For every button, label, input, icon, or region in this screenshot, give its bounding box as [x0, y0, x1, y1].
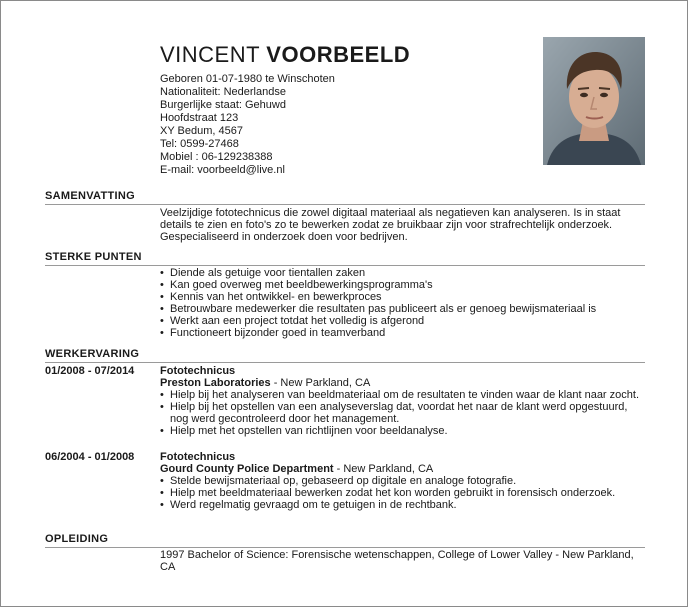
job-1 [160, 365, 645, 437]
last-name: VOORBEELD [266, 42, 411, 67]
nationality: Nationaliteit: Nederlandse [160, 86, 286, 98]
mobile: Mobiel : 06-129238388 [160, 151, 273, 163]
email: E-mail: voorbeeld@live.nl [160, 164, 285, 176]
summary-divider [45, 204, 645, 205]
list-item: • Betrouwbare medewerker die resultaten pas publiceert als er genoeg bewijsmateriaal is [160, 303, 645, 315]
list-item: • Hielp met beeldmateriaal bewerken zodat het kon worden gebruikt in forensisch onderzoek. [160, 487, 645, 499]
education-heading: OPLEIDING [45, 533, 109, 545]
job-1-employer [160, 377, 645, 389]
list-item: • Stelde bewijsmateriaal op, gebaseerd op digitale en analoge fotografie. [160, 475, 645, 487]
strengths-list [160, 267, 645, 339]
list-item: • Kennis van het ontwikkel- en bewerkproces [160, 291, 645, 303]
job-2-location: - New Parkland, CA [333, 463, 434, 475]
phone: Tel: 0599-27468 [160, 138, 239, 150]
education-text: 1997 Bachelor of Science: Forensische wetenschappen, College of Lower Valley - New Parkland, CA [160, 549, 634, 573]
experience-divider [45, 362, 645, 363]
list-item: • Werkt aan een project totdat het volledig is afgerond [160, 315, 645, 327]
summary-text: Veelzijdige fototechnicus die zowel digitaal materiaal als negatieven kan analyseren. Is in staat details te zien en foto's zo te bewerken zodat ze bruikbaar zijn voor strafrechtelijk onderzoek. Gespecialiseerd in onderzoek doen voor bedrijven. [160, 207, 621, 243]
list-item: • Hielp met het opstellen van richtlijnen voor beeldanalyse. [160, 425, 645, 437]
job-2-role: Fototechnicus [160, 451, 236, 463]
summary-heading: SAMENVATTING [45, 190, 135, 202]
experience-heading: WERKERVARING [45, 348, 140, 360]
birth-info: Geboren 01-07-1980 te Winschoten [160, 73, 335, 85]
strengths-divider [45, 265, 645, 266]
resume-header [160, 41, 530, 177]
job-1-role: Fototechnicus [160, 365, 236, 377]
job-2 [160, 451, 645, 511]
job-2-dates: 06/2004 - 01/2008 [45, 451, 135, 463]
portrait-illustration [543, 37, 645, 165]
postal-city: XY Bedum, 4567 [160, 125, 243, 137]
job-1-dates: 01/2008 - 07/2014 [45, 365, 135, 377]
job-2-employer [160, 463, 645, 475]
job-2-duties [160, 475, 645, 511]
street-address: Hoofdstraat 123 [160, 112, 239, 124]
list-item: • Functioneert bijzonder goed in teamverband [160, 327, 645, 339]
contact-details [160, 73, 530, 177]
list-item: • Kan goed overweg met beeldbewerkingsprogramma's [160, 279, 645, 291]
profile-photo [543, 37, 645, 165]
marital-status: Burgerlijke staat: Gehuwd [160, 99, 286, 111]
education-divider [45, 547, 645, 548]
job-2-company: Gourd County Police Department [160, 463, 334, 475]
list-item: • Hielp bij het analyseren van beeldmateriaal om de resultaten te vinden waar de klant naar zocht. [160, 389, 645, 401]
strengths-list-wrap [160, 267, 645, 339]
list-item: • Werd regelmatig gevraagd om te getuigen in de rechtbank. [160, 499, 645, 511]
list-item: • Diende als getuige voor tientallen zaken [160, 267, 645, 279]
job-1-location: - New Parkland, CA [270, 377, 371, 389]
strengths-heading: STERKE PUNTEN [45, 251, 142, 263]
job-1-duties [160, 389, 645, 437]
first-name: VINCENT [160, 42, 260, 67]
candidate-name [160, 41, 530, 69]
job-1-company: Preston Laboratories [160, 377, 271, 389]
list-item: • Hielp bij het opstellen van een analyseverslag dat, voordat het naar de klant werd opgestuurd, nog werd gecontroleerd door het management. [160, 401, 645, 425]
